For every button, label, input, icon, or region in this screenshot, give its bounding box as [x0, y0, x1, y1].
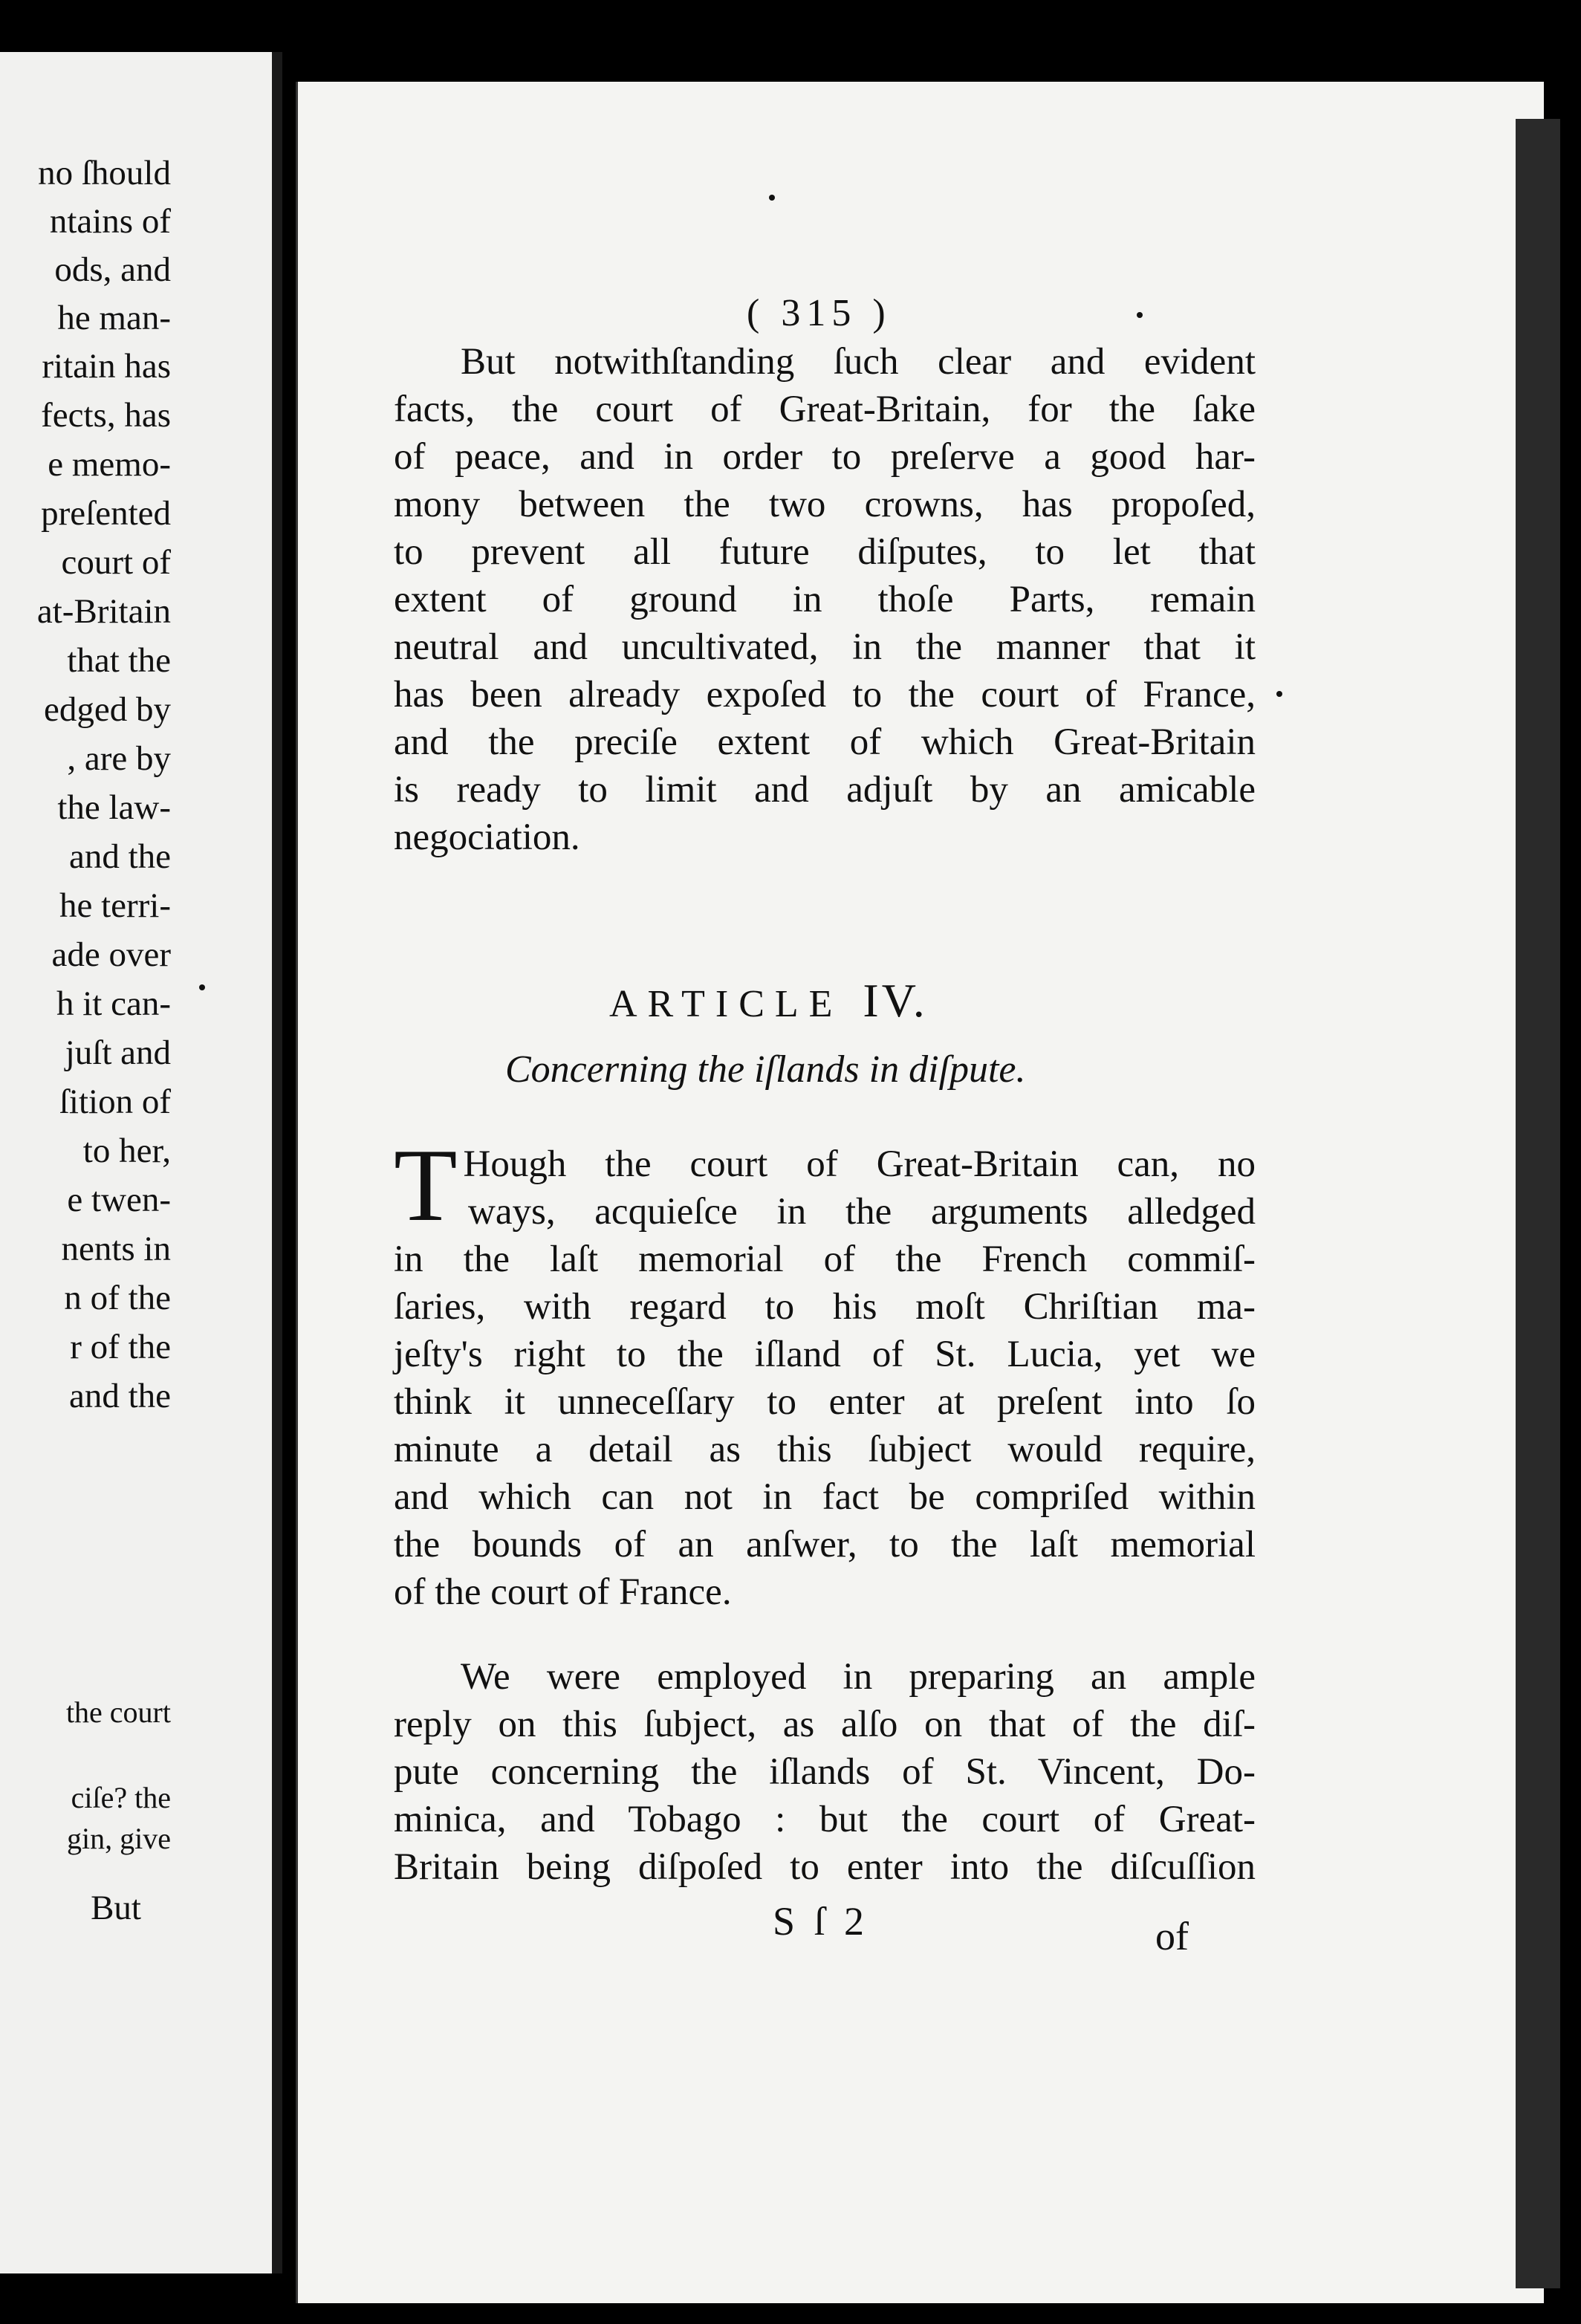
text-line: mony between the two crowns, has propoſed,	[394, 484, 1256, 525]
text-line: reply on this ſubject, as alſo on that of the diſ-	[394, 1704, 1256, 1745]
article-heading	[609, 973, 1025, 1028]
text-line: pute concerning the iſlands of St. Vincent, Do-	[394, 1751, 1256, 1793]
dropcap: T	[394, 1128, 458, 1243]
left-page-fragment	[0, 52, 282, 2273]
signature-mark: S ſ 2	[773, 1899, 869, 1944]
print-speck	[769, 195, 775, 201]
left-line: , are by	[67, 739, 171, 778]
paragraph-3	[394, 1653, 1256, 1891]
left-catchword: But	[91, 1889, 141, 1927]
article-label: ARTICLE	[609, 983, 843, 1025]
left-line: ade over	[51, 935, 171, 974]
left-line: at-Britain	[36, 592, 171, 631]
left-line: he man-	[57, 299, 171, 337]
paragraph-2	[394, 1128, 1256, 1616]
text-line: the bounds of an anſwer, to the laſt memorial	[394, 1524, 1256, 1565]
text-line: minica, and Tobago : but the court of Great-	[394, 1799, 1256, 1840]
text-line: jeſty's right to the iſland of St. Lucia, yet we	[394, 1334, 1256, 1375]
left-line: e twen-	[67, 1181, 171, 1219]
text-line: has been already expoſed to the court of France,	[394, 674, 1256, 715]
text-line: is ready to limit and adjuſt by an amicable	[394, 769, 1256, 811]
text-line: minute a detail as this ſubject would require,	[394, 1429, 1256, 1470]
text-line: neutral and uncultivated, in the manner that it	[394, 626, 1256, 668]
left-footnote-line: ciſe? the	[71, 1781, 171, 1814]
left-line: r of the	[70, 1328, 171, 1366]
left-line: n of the	[64, 1279, 171, 1317]
left-line: h it can-	[56, 984, 171, 1023]
left-line: ntains of	[49, 202, 171, 241]
paragraph-1	[394, 338, 1256, 861]
left-line: juſt and	[65, 1033, 171, 1072]
text-line: negociation.	[394, 817, 580, 858]
left-line: court of	[61, 543, 171, 582]
text-line: to prevent all future diſputes, to let that	[394, 531, 1256, 573]
text-line: and which can not in fact be compriſed within	[394, 1476, 1256, 1518]
article-subtitle: Concerning the iſlands in diſpute.	[505, 1048, 1026, 1091]
text-line: But notwithſtanding ſuch clear and evident	[461, 341, 1256, 383]
print-speck	[1137, 312, 1143, 318]
text-line: of the court of France.	[394, 1571, 732, 1613]
left-line: nents in	[61, 1230, 171, 1268]
text-line: Britain being diſpoſed to enter into the diſcuſſion	[394, 1846, 1256, 1888]
left-line: to her,	[82, 1132, 171, 1170]
print-speck	[199, 984, 205, 990]
text-line: and the preciſe extent of which Great-Britain	[394, 721, 1256, 763]
left-footnote-line: gin, give	[67, 1822, 171, 1855]
article-number: IV.	[863, 974, 928, 1027]
print-speck	[1276, 691, 1282, 697]
left-footnote-line: the court	[65, 1695, 171, 1729]
text-line: ways, acquieſce in the arguments alledged	[468, 1191, 1256, 1233]
page-edge-shadow	[1516, 119, 1560, 2288]
page-number-header: ( 315 )	[747, 292, 892, 334]
left-line: fects, has	[41, 396, 171, 435]
left-line: preſented	[41, 494, 171, 533]
text-line: facts, the court of Great-Britain, for the ſake	[394, 389, 1256, 430]
text-line: think it unneceſſary to enter at preſent into ſo	[394, 1381, 1256, 1423]
text-line: extent of ground in thoſe Parts, remain	[394, 579, 1256, 620]
text-line: ſaries, with regard to his moſt Chriſtian ma-	[394, 1286, 1256, 1328]
left-line: and the	[68, 837, 171, 876]
text-line: in the laſt memorial of the French commiſ-	[394, 1239, 1256, 1280]
left-line: that the	[67, 641, 171, 680]
left-line: e memo-	[48, 445, 171, 484]
left-line: ritain has	[42, 347, 171, 386]
left-line: no ſhould	[38, 154, 171, 192]
text-line: Hough the court of Great-Britain can, no	[463, 1143, 1256, 1185]
text-line: of peace, and in order to preſerve a good har-	[394, 436, 1256, 478]
catchword: of	[1155, 1914, 1189, 1958]
left-line: ſition of	[59, 1083, 171, 1121]
text-line: We were employed in preparing an ample	[461, 1656, 1256, 1698]
left-line: the law-	[57, 788, 171, 827]
left-line: ods, and	[54, 250, 171, 289]
left-line: and the	[68, 1377, 171, 1415]
left-line: he terri-	[59, 886, 171, 925]
left-line: edged by	[44, 690, 171, 729]
page-gutter	[272, 52, 282, 2273]
